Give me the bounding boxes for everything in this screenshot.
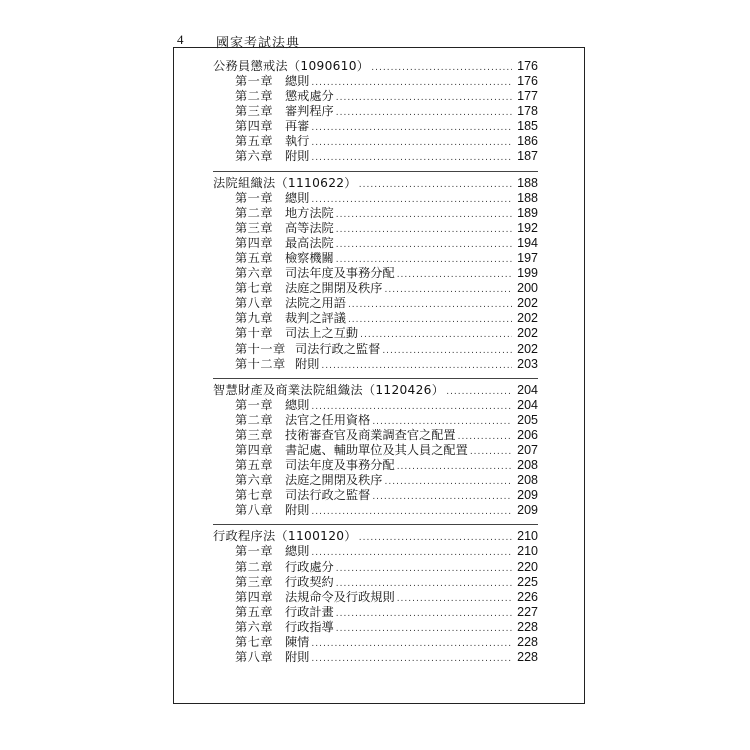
chapter-number: 第四章 <box>235 235 274 250</box>
chapter-number: 第七章 <box>235 488 274 503</box>
chapter-entry[interactable] <box>213 74 538 89</box>
chapter-name: 法庭之開閉及秩序 <box>285 281 383 296</box>
chapter-entry[interactable] <box>213 635 538 650</box>
chapter-number: 第八章 <box>235 503 274 518</box>
chapter-name: 執行 <box>285 134 310 149</box>
chapter-number: 第六章 <box>235 473 274 488</box>
page-ref: 205 <box>517 412 538 427</box>
dot-leader <box>311 136 512 151</box>
chapter-name: 司法年度及事務分配 <box>285 458 395 473</box>
page-ref: 228 <box>517 619 538 634</box>
chapter-number: 第五章 <box>235 458 274 473</box>
chapter-entry[interactable] <box>213 221 538 236</box>
chapter-name: 技術審查官及商業調查官之配置 <box>285 427 456 442</box>
chapter-name: 行政契約 <box>285 574 334 589</box>
chapter-number: 第四章 <box>235 442 274 457</box>
chapter-number: 第四章 <box>235 119 274 134</box>
chapter-number: 第六章 <box>235 266 274 281</box>
dot-leader <box>311 76 512 91</box>
chapter-entry[interactable] <box>213 503 538 518</box>
page-ref: 208 <box>517 473 538 488</box>
page-ref: 192 <box>517 220 538 235</box>
chapter-number: 第五章 <box>235 134 274 149</box>
chapter-number: 第六章 <box>235 149 274 164</box>
law-title: 行政程序法（1100120） <box>213 529 357 544</box>
dot-leader <box>371 60 512 76</box>
chapter-name: 檢察機關 <box>285 250 334 265</box>
page-ref: 208 <box>517 458 538 473</box>
page-ref: 227 <box>517 604 538 619</box>
chapter-name: 懲戒處分 <box>285 89 334 104</box>
chapter-number: 第七章 <box>235 635 274 649</box>
law-entry[interactable] <box>213 175 538 191</box>
dot-leader <box>311 151 512 166</box>
chapter-number: 第九章 <box>235 311 274 326</box>
page-ref: 204 <box>517 382 538 397</box>
dot-leader <box>311 121 512 136</box>
chapter-name: 再審 <box>285 119 310 134</box>
law-entry[interactable] <box>213 528 538 544</box>
chapter-number: 第十二章 <box>235 356 286 371</box>
chapter-name: 司法行政之監督 <box>295 341 381 356</box>
chapter-number: 第二章 <box>235 89 274 104</box>
page-ref: 185 <box>517 119 538 134</box>
page-ref: 188 <box>517 190 538 205</box>
chapter-entry[interactable] <box>213 266 538 281</box>
chapter-entry[interactable] <box>213 206 538 221</box>
page-ref: 204 <box>517 397 538 412</box>
dot-leader <box>311 546 512 561</box>
chapter-name: 總則 <box>285 544 310 559</box>
page-ref: 209 <box>517 488 538 503</box>
chapter-number: 第七章 <box>235 281 274 296</box>
chapter-number: 第十一章 <box>235 341 286 356</box>
chapter-name: 行政計畫 <box>285 604 334 619</box>
dot-leader <box>348 313 512 328</box>
chapter-number: 第三章 <box>235 220 274 235</box>
chapter-entry[interactable] <box>213 119 538 134</box>
page-ref: 202 <box>517 311 538 326</box>
page-ref: 210 <box>517 529 538 544</box>
chapter-entry[interactable] <box>213 236 538 251</box>
chapter-entry[interactable] <box>213 413 538 428</box>
chapter-name: 司法行政之監督 <box>285 488 371 503</box>
chapter-entry[interactable] <box>213 398 538 413</box>
chapter-name: 審判程序 <box>285 104 334 119</box>
chapter-entry[interactable] <box>213 560 538 575</box>
chapter-entry[interactable] <box>213 544 538 559</box>
chapter-name: 司法上之互動 <box>285 326 359 341</box>
chapter-number: 第二章 <box>235 559 274 574</box>
chapter-entry[interactable] <box>213 296 538 311</box>
page-ref: 188 <box>517 175 538 190</box>
page-ref: 228 <box>517 650 538 665</box>
chapter-number: 第一章 <box>235 544 274 559</box>
chapter-number: 第二章 <box>235 412 274 427</box>
dot-leader <box>311 652 512 667</box>
chapter-entry[interactable] <box>213 575 538 590</box>
page-ref: 203 <box>517 356 538 371</box>
chapter-entry[interactable] <box>213 342 538 357</box>
section-divider <box>213 171 538 172</box>
chapter-name: 法庭之開閉及秩序 <box>285 473 383 488</box>
chapter-name: 法院之用語 <box>285 296 346 311</box>
chapter-number: 第八章 <box>235 650 274 665</box>
chapter-entry[interactable] <box>213 458 538 473</box>
dot-leader <box>385 475 513 490</box>
dot-leader <box>372 490 512 505</box>
dot-leader <box>336 562 512 577</box>
page-ref: 176 <box>517 59 538 73</box>
page-number: 4 <box>177 32 184 47</box>
chapter-entry[interactable] <box>213 473 538 488</box>
section-divider <box>213 378 538 379</box>
book-title: 國家考試法典 <box>216 36 301 51</box>
chapter-name: 高等法院 <box>285 220 334 235</box>
chapter-entry[interactable] <box>213 620 538 635</box>
page-ref: 207 <box>517 442 538 457</box>
page-ref: 226 <box>517 589 538 604</box>
chapter-name: 最高法院 <box>285 235 334 250</box>
section-divider <box>213 524 538 525</box>
dot-leader <box>336 91 512 106</box>
page-ref: 177 <box>517 89 538 104</box>
chapter-number: 第五章 <box>235 604 274 619</box>
page-ref: 200 <box>517 281 538 296</box>
page-ref: 176 <box>517 74 538 88</box>
chapter-name: 附則 <box>285 149 310 164</box>
page-ref: 194 <box>517 235 538 250</box>
dot-leader <box>359 177 512 193</box>
chapter-entry[interactable] <box>213 428 538 443</box>
chapter-name: 行政處分 <box>285 559 334 574</box>
page-ref: 220 <box>517 559 538 574</box>
page-ref: 206 <box>517 427 538 442</box>
chapter-number: 第四章 <box>235 589 274 604</box>
dot-leader <box>446 384 512 400</box>
chapter-number: 第三章 <box>235 427 274 442</box>
chapter-entry[interactable] <box>213 357 538 372</box>
dot-leader <box>385 283 513 298</box>
chapter-entry[interactable] <box>213 281 538 296</box>
dot-leader <box>311 637 512 652</box>
chapter-number: 第五章 <box>235 250 274 265</box>
chapter-entry[interactable] <box>213 326 538 341</box>
page-ref: 209 <box>517 503 538 518</box>
dot-leader <box>336 223 512 238</box>
chapter-entry[interactable] <box>213 590 538 605</box>
chapter-name: 總則 <box>285 397 310 412</box>
chapter-name: 附則 <box>295 356 320 371</box>
table-of-contents <box>213 58 538 671</box>
chapter-entry[interactable] <box>213 104 538 119</box>
page-ref: 197 <box>517 250 538 265</box>
chapter-number: 第二章 <box>235 205 274 220</box>
law-entry[interactable] <box>213 382 538 398</box>
chapter-name: 法官之任用資格 <box>285 412 371 427</box>
toc-section <box>213 58 538 165</box>
chapter-number: 第十章 <box>235 326 274 341</box>
page-ref: 189 <box>517 205 538 220</box>
chapter-name: 總則 <box>285 74 310 88</box>
page-ref: 228 <box>517 635 538 649</box>
law-entry[interactable] <box>213 58 538 74</box>
chapter-name: 附則 <box>285 650 310 665</box>
page-ref: 202 <box>517 296 538 311</box>
chapter-number: 第三章 <box>235 574 274 589</box>
dot-leader <box>397 592 512 607</box>
chapter-entry[interactable] <box>213 605 538 620</box>
chapter-name: 行政指導 <box>285 619 334 634</box>
chapter-number: 第一章 <box>235 397 274 412</box>
chapter-name: 地方法院 <box>285 205 334 220</box>
dot-leader <box>348 298 512 313</box>
chapter-entry[interactable] <box>213 311 538 326</box>
page-ref: 202 <box>517 341 538 356</box>
chapter-number: 第一章 <box>235 74 274 88</box>
dot-leader <box>382 344 512 359</box>
chapter-name: 司法年度及事務分配 <box>285 266 395 281</box>
dot-leader <box>321 359 512 374</box>
dot-leader <box>311 193 512 208</box>
law-title: 智慧財產及商業法院組織法（1120426） <box>213 382 445 397</box>
page-ref: 187 <box>517 149 538 164</box>
chapter-entry[interactable] <box>213 443 538 458</box>
chapter-name: 法規命令及行政規則 <box>285 589 395 604</box>
chapter-number: 第三章 <box>235 104 274 119</box>
toc-section <box>213 382 538 519</box>
page-ref: 225 <box>517 574 538 589</box>
chapter-entry[interactable] <box>213 488 538 503</box>
dot-leader <box>336 622 512 637</box>
dot-leader <box>360 328 512 343</box>
chapter-name: 總則 <box>285 190 310 205</box>
dot-leader <box>359 530 512 546</box>
dot-leader <box>397 268 512 283</box>
chapter-number: 第一章 <box>235 190 274 205</box>
dot-leader <box>336 208 512 223</box>
page-ref: 210 <box>517 544 538 559</box>
dot-leader <box>336 238 512 253</box>
chapter-entry[interactable] <box>213 650 538 665</box>
dot-leader <box>470 445 512 460</box>
chapter-name: 陳情 <box>285 635 310 649</box>
chapter-entry[interactable] <box>213 89 538 104</box>
dot-leader <box>397 460 512 475</box>
toc-section <box>213 175 538 372</box>
chapter-number: 第八章 <box>235 296 274 311</box>
chapter-name: 書記處、輔助單位及其人員之配置 <box>285 442 468 457</box>
page-ref: 199 <box>517 266 538 281</box>
chapter-entry[interactable] <box>213 134 538 149</box>
page-ref: 202 <box>517 326 538 341</box>
page-ref: 186 <box>517 134 538 149</box>
chapter-entry[interactable] <box>213 191 538 206</box>
chapter-entry[interactable] <box>213 251 538 266</box>
dot-leader <box>336 106 512 121</box>
dot-leader <box>336 607 512 622</box>
law-title: 公務員懲戒法（1090610） <box>213 59 370 73</box>
chapter-name: 裁判之評議 <box>285 311 346 326</box>
dot-leader <box>311 505 512 520</box>
chapter-number: 第六章 <box>235 619 274 634</box>
chapter-entry[interactable] <box>213 149 538 164</box>
page-ref: 178 <box>517 104 538 119</box>
toc-section <box>213 528 538 665</box>
law-title: 法院組織法（1110622） <box>213 175 357 190</box>
chapter-name: 附則 <box>285 503 310 518</box>
